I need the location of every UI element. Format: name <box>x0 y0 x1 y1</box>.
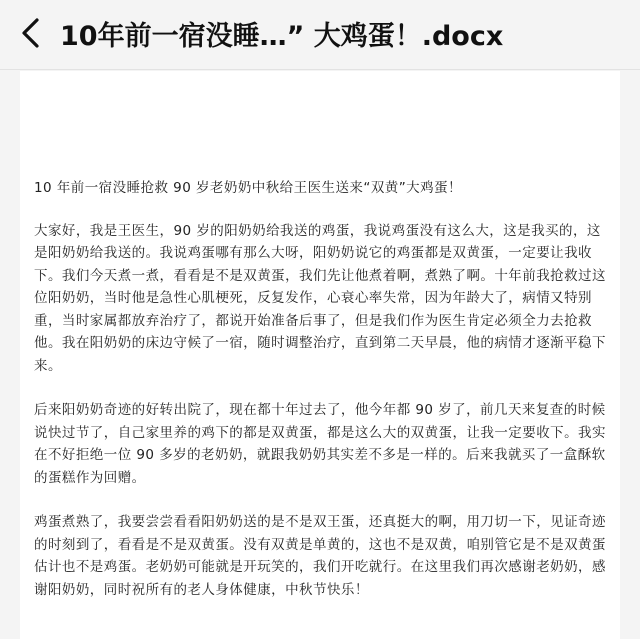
chevron-left-icon <box>20 17 42 53</box>
paragraph-1: 大家好，我是王医生，90 岁的阳奶奶给我送的鸡蛋，我说鸡蛋没有这么大，这是我买的，这是阳奶奶给我送的。我说鸡蛋哪有那么大呀，阳奶奶说它的鸡蛋都是双黄蛋，一定要让我收下。我们今天煮一煮，看看是不是双黄蛋，我们先让他煮着啊，煮熟了啊。十年前我抢救过这位阳奶奶，当时他是急性心肌梗死，反复发作，心衰心率失常，因为年龄大了，病情又特别重，当时家属都放弃治疗了，都说开始准备后事了，但是我们作为医生肯定必须全力去抢救他。我在阳奶奶的床边守候了一宿，随时调整治疗，直到第二天早晨，他的病情才逐渐平稳下来。 <box>34 222 606 374</box>
paragraph-2: 后来阳奶奶奇迹的好转出院了，现在都十年过去了，他今年都 90 岁了，前几天来复查的时候说快过节了，自己家里养的鸡下的都是双黄蛋，都是这么大的双黄蛋，让我一定要收下。我实在不好拒绝一位 90 多岁的老奶奶，就跟我奶奶其实差不多是一样的。后来我就买了一盒酥软的蛋糕作为回赠。 <box>34 402 606 486</box>
document-title: 10年前一宿没睡…” 大鸡蛋！.docx <box>60 21 504 52</box>
paragraph-3: 鸡蛋煮熟了，我要尝尝看看阳奶奶送的是不是双王蛋，还真挺大的啊，用刀切一下，见证奇迹的时刻到了，看看是不是双黄蛋。没有双黄是单黄的，这也不是双黄，咱别管它是不是双黄蛋估计也不是鸡蛋。老奶奶可能就是开玩笑的，我们开吃就行。在这里我们再次感谢老奶奶，感谢阳奶奶，同时祝所有的老人身体健康，中秋节快乐！ <box>34 514 606 598</box>
document-heading: 10 年前一宿没睡抢救 90 岁老奶奶中秋给王医生送来“双黄”大鸡蛋！ <box>34 180 462 196</box>
back-button[interactable] <box>14 16 48 54</box>
document-page[interactable] <box>20 71 620 639</box>
document-body <box>34 177 610 623</box>
top-bar <box>0 0 640 70</box>
